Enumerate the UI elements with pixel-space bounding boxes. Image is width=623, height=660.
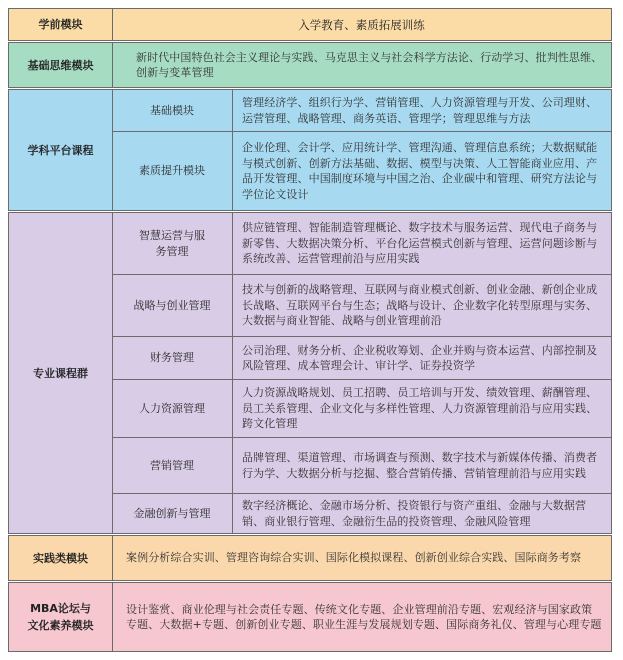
mba-module-label-line1: MBA论坛与 [30, 602, 91, 615]
platform-content-text: 管理经济学、组织行为学、营销管理、人力资源管理与开发、公司理财、运营管理、战略管理、商务英语、管理学；管理思维与方法 [242, 96, 598, 125]
basic-module-cell [8, 42, 113, 88]
major-content-cell-finance-innovation [232, 493, 612, 534]
platform-content-text: 企业伦理、会计学、应用统计学、管理沟通、管理信息系统；大数据赋能与模式创新、创新方法基础、数据、模型与决策、人工智能商业应用、产品开发管理、中国制度环境与中国之治、企业碳中和管理、研究方法论与学位论文设计 [242, 141, 598, 201]
header-module-label: 学前模块 [38, 18, 83, 31]
major-sub-cell-finance-innovation [112, 493, 233, 534]
major-sub-cell-finance [112, 336, 233, 380]
major-content-text: 供应链管理、智能制造管理概论、数字技术与服务运营、现代电子商务与新零售、大数据决策分析、平台化运营模式创新与管理、运营问题诊断与系统改善、运营管理前沿与应用实践 [242, 221, 598, 266]
platform-sub-label: 基础模块 [150, 103, 194, 117]
major-content-text: 技术与创新的战略管理、互联网与商业模式创新、创业金融、新创企业成长战略、互联网平台与生态；战略与设计、企业数字化转型原理与实务、大数据与商业智能、战略与创业管理前沿 [242, 283, 598, 328]
major-sub-cell-marketing [112, 437, 233, 494]
header-content-label: 入学教育、素质拓展训练 [298, 17, 425, 32]
major-module-label: 专业课程群 [33, 366, 88, 380]
major-content-cell-hr [232, 379, 612, 438]
major-sub-cell-strategy [112, 274, 233, 337]
practice-content-cell [112, 535, 612, 581]
major-content-cell-strategy [232, 274, 612, 337]
platform-module-label: 学科平台课程 [27, 143, 94, 157]
platform-module-cell [8, 89, 113, 211]
mba-row [8, 582, 612, 652]
major-sub-label: 战略与创业管理 [133, 298, 211, 312]
major-content-text: 数字经济概论、金融市场分析、投资银行与资产重组、金融与大数据营销、商业银行管理、金融衍生品的投资管理、金融风险管理 [242, 499, 587, 528]
major-section [8, 212, 612, 534]
major-sub-cell-hr [112, 379, 233, 438]
header-row [8, 8, 612, 41]
mba-module-cell [8, 582, 113, 652]
major-content-cell-operations [232, 212, 612, 275]
basic-content-cell [112, 42, 612, 88]
header-content-cell [112, 8, 612, 41]
major-content-text: 公司治理、财务分析、企业税收筹划、企业并购与资本运营、内部控制及风险管理、成本管理会计、审计学、证券投资学 [242, 343, 598, 372]
major-content-text: 品牌管理、渠道管理、市场调查与预测、数字技术与新媒体传播、消费者行为学、大数据分析与挖掘、整合营销传播、营销管理前沿与应用实践 [242, 451, 598, 480]
major-sub-label: 财务管理 [150, 351, 194, 365]
mba-module-label-line2: 文化素养模块 [27, 619, 94, 632]
major-sub-label: 金融创新与管理 [133, 506, 211, 520]
basic-content-text: 新时代中国特色社会主义理论与实践、马克思主义与社会科学方法论、行动学习、批判性思维、创新与变革管理 [136, 50, 603, 79]
platform-sub-label: 素质提升模块 [139, 164, 205, 178]
practice-row [8, 535, 612, 581]
major-sub-label: 智慧运营与服务管理 [139, 229, 205, 258]
major-sub-label: 营销管理 [150, 458, 194, 472]
platform-sub-cell-quality [112, 131, 233, 211]
major-module-cell [8, 212, 113, 534]
major-content-text: 人力资源战略规划、员工招聘、员工培训与开发、绩效管理、薪酬管理、员工关系管理、企业文化与多样性管理、人力资源管理前沿与应用实践、跨文化管理 [242, 386, 598, 431]
practice-content-text: 案例分析综合实训、管理咨询综合实训、国际化模拟课程、创新创业综合实践、国际商务考察 [126, 551, 582, 565]
mba-content-text: 设计鉴赏、商业伦理与社会责任专题、传统文化专题、企业管理前沿专题、宏观经济与国家政策专题、大数据+专题、创新创业专题、职业生涯与发展规划专题、国际商务礼仪、管理与心理专题 [126, 602, 602, 631]
practice-module-cell [8, 535, 113, 581]
platform-section [8, 89, 612, 211]
platform-sub-cell-basic [112, 89, 233, 132]
basic-module-label: 基础思维模块 [27, 58, 94, 72]
major-content-cell-finance [232, 336, 612, 380]
practice-module-label: 实践类模块 [33, 551, 88, 565]
basic-row [8, 42, 612, 88]
header-module-cell [8, 8, 113, 41]
major-sub-label: 人力资源管理 [139, 401, 205, 415]
platform-content-cell-quality [232, 131, 612, 211]
major-sub-cell-operations [112, 212, 233, 275]
mba-content-cell [112, 582, 612, 652]
major-content-cell-marketing [232, 437, 612, 494]
platform-content-cell-basic [232, 89, 612, 132]
